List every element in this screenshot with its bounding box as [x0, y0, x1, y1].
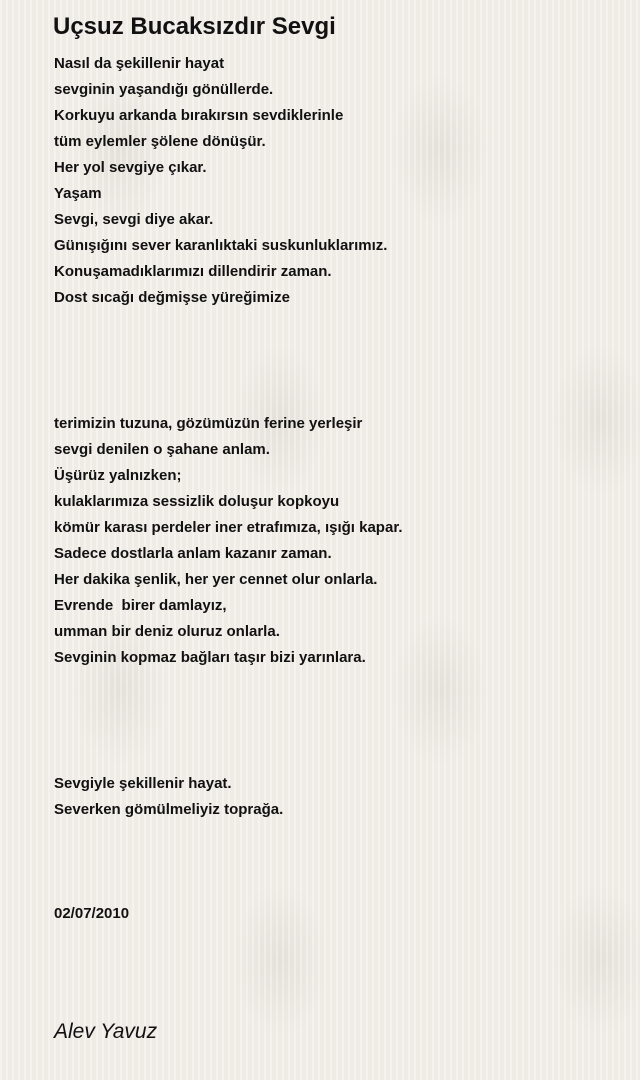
- poem-line: Yaşam: [54, 185, 102, 202]
- poem-line: Üşürüz yalnızken;: [54, 467, 182, 484]
- poem-line: Her yol sevgiye çıkar.: [54, 159, 207, 176]
- poem-line: Sevgiyle şekillenir hayat.: [54, 775, 232, 792]
- poem-line: Dost sıcağı değmişse yüreğimize: [54, 289, 290, 306]
- poem-line: Konuşamadıklarımızı dillendirir zaman.: [54, 263, 332, 280]
- stanza-1: [54, 51, 387, 311]
- poem-line: terimizin tuzuna, gözümüzün ferine yerleşir: [54, 415, 363, 432]
- poem-line: Sevginin kopmaz bağları taşır bizi yarınlara.: [54, 649, 366, 666]
- poem-line: kulaklarımıza sessizlik doluşur kopkoyu: [54, 493, 340, 510]
- poem-line: Korkuyu arkanda bırakırsın sevdiklerinle: [54, 107, 344, 124]
- poem-line: kömür karası perdeler iner etrafımıza, ışığı kapar.: [54, 519, 403, 536]
- poem-line: Günışığını sever karanlıktaki suskunluklarımız.: [54, 237, 388, 254]
- poem-title: Uçsuz Bucaksızdır Sevgi: [53, 13, 336, 40]
- poem-line: Evrende birer damlayız,: [54, 597, 227, 614]
- poem-line: Her dakika şenlik, her yer cennet olur onlarla.: [54, 571, 378, 588]
- poem-line: Sadece dostlarla anlam kazanır zaman.: [54, 545, 332, 562]
- poem-line: sevginin yaşandığı gönüllerde.: [54, 81, 274, 98]
- poem-line: tüm eylemler şölene dönüşür.: [54, 133, 266, 150]
- stanza-2: [54, 411, 403, 671]
- poem-line: sevgi denilen o şahane anlam.: [54, 441, 270, 458]
- poem-line: umman bir deniz oluruz onlarla.: [54, 623, 280, 640]
- poem-date: 02/07/2010: [54, 905, 130, 922]
- poem-author: Alev Yavuz: [54, 1020, 158, 1043]
- poem-line: Nasıl da şekillenir hayat: [54, 55, 225, 72]
- poem-line: Sevgi, sevgi diye akar.: [54, 211, 214, 228]
- stanza-3: [54, 771, 283, 823]
- poem-line: Severken gömülmeliyiz toprağa.: [54, 801, 284, 818]
